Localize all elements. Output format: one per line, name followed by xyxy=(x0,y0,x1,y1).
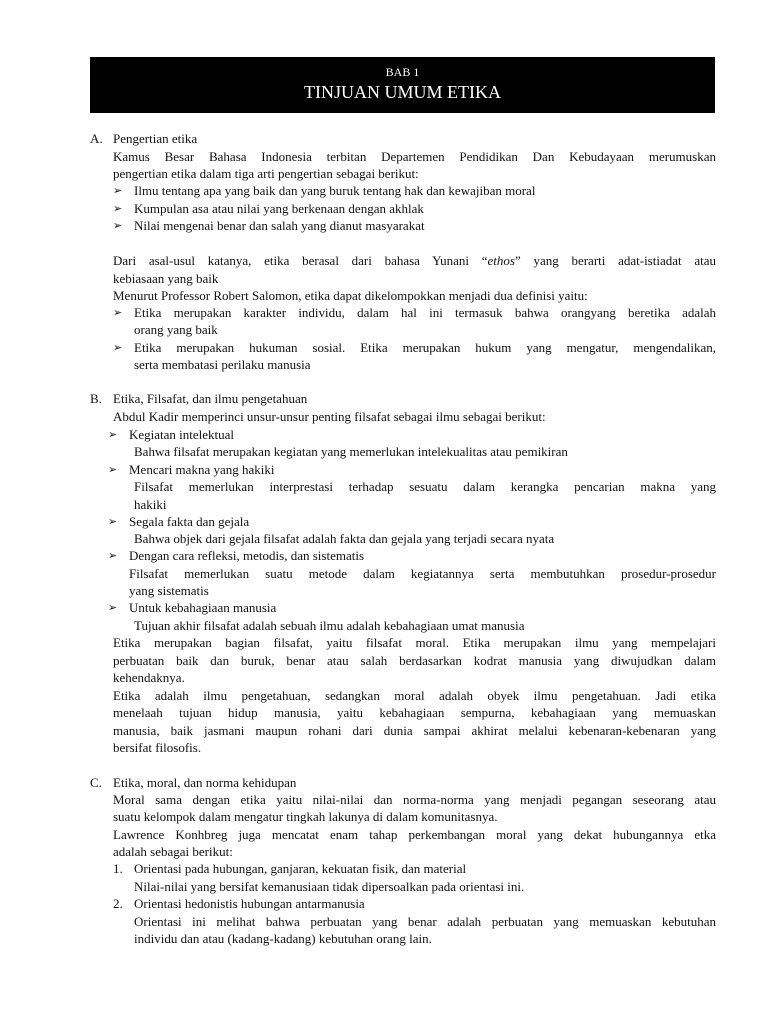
c-para1-line: Moral sama dengan etika yaitu nilai-nilai dan norma-norma yang menjadi pegangan seseorang atau xyxy=(113,792,716,807)
salomon-item-line-2: orang yang baik xyxy=(134,322,218,337)
c-item-number: 2. xyxy=(113,896,123,911)
arrow-bullet-icon: ➢ xyxy=(108,463,118,476)
c-item-title: Orientasi pada hubungan, ganjaran, kekuatan fisik, dan material xyxy=(134,861,467,876)
section-b-label: B. xyxy=(90,391,102,406)
kbbi-line-2: pengertian etika dalam tiga arti pengertian sebagai berikut: xyxy=(113,166,419,181)
section-a-heading: Pengertian etika xyxy=(113,131,198,146)
arrow-bullet-icon: ➢ xyxy=(113,184,123,197)
kbbi-line-1: Kamus Besar Bahasa Indonesia terbitan Departemen Pendidikan Dan Kebudayaan merumuskan xyxy=(113,149,716,164)
b-item-title: Segala fakta dan gejala xyxy=(129,514,250,529)
b-item-desc-cont: hakiki xyxy=(134,497,167,512)
chapter-banner xyxy=(90,57,715,113)
arrow-bullet-icon: ➢ xyxy=(108,515,118,528)
b-item-desc: Bahwa filsafat merupakan kegiatan yang memerlukan intelekualitas atau pemikiran xyxy=(134,444,568,459)
c-item-number: 1. xyxy=(113,861,123,876)
c-para2-line: Lawrence Konhbreg juga mencatat enam tahap perkembangan moral yang dekat hubungannya etka xyxy=(113,827,716,842)
chapter-number: BAB 1 xyxy=(385,65,420,79)
kbbi-item: Nilai mengenai benar dan salah yang dianut masyarakat xyxy=(134,218,425,233)
b-item-title: Kegiatan intelektual xyxy=(129,427,235,442)
b-item-title: Mencari makna yang hakiki xyxy=(129,462,275,477)
b-item-desc: Bahwa objek dari gejala filsafat adalah fakta dan gejala yang terjadi secara nyata xyxy=(134,531,555,546)
chapter-title: TINJUAN UMUM ETIKA xyxy=(304,82,501,102)
kbbi-item: Kumpulan asa atau nilai yang berkenaan dengan akhlak xyxy=(134,201,424,216)
section-a-label: A. xyxy=(90,131,103,146)
section-c-heading: Etika, moral, dan norma kehidupan xyxy=(113,775,297,790)
b-para2-line: menelaah tujuan hidup manusia, yaitu kebahagiaan sempurna, kebahagiaan yang memuaskan xyxy=(113,705,716,720)
salomon-item-line-2: serta membatasi perilaku manusia xyxy=(134,357,311,372)
kbbi-item: Ilmu tentang apa yang baik dan yang buruk tentang hak dan kewajiban moral xyxy=(134,183,536,198)
b-item-title: Dengan cara refleksi, metodis, dan sistematis xyxy=(129,548,365,563)
arrow-bullet-icon: ➢ xyxy=(108,549,118,562)
b-item-desc: Filsafat memerlukan interprestasi terhadap sesuatu dalam kerangka pencarian makna yang xyxy=(134,479,716,494)
c-item-title: Orientasi hedonistis hubungan antarmanusia xyxy=(134,896,365,911)
b-para2-line: Etika adalah ilmu pengetahuan, sedangkan moral adalah obyek ilmu pengetahuan. Jadi etika xyxy=(113,688,716,703)
arrow-bullet-icon: ➢ xyxy=(108,601,118,614)
section-b-intro: Abdul Kadir memperinci unsur-unsur penting filsafat sebagai ilmu sebagai berikut: xyxy=(113,409,546,424)
b-item-title: Untuk kebahagiaan manusia xyxy=(129,600,277,615)
arrow-bullet-icon: ➢ xyxy=(113,202,123,215)
b-item-desc-cont: yang sistematis xyxy=(129,583,209,598)
c-item-desc: Orientasi ini melihat bahwa perbuatan yang benar adalah perbuatan yang memuaskan kebutuhan xyxy=(134,914,716,929)
c-item-desc: individu dan atau (kadang-kadang) kebutuhan orang lain. xyxy=(134,931,432,946)
b-para1-line: perbuatan baik dan buruk, benar atau salah berdasarkan kodrat manusia yang diwujudkan dalam xyxy=(113,653,716,668)
b-para2-line: manusia, baik jasmani maupun rohani dari dunia sampai akhirat melalui kebenaran-kebenaran yang xyxy=(113,723,716,738)
salomon-item-line-1: Etika merupakan hukuman sosial. Etika merupakan hukum yang mengatur, mengendalikan, xyxy=(134,340,716,355)
arrow-bullet-icon: ➢ xyxy=(113,341,123,354)
arrow-bullet-icon: ➢ xyxy=(113,219,123,232)
b-item-desc: Filsafat memerlukan suatu metode dalam kegiatannya serta membutuhkan prosedur-prosedur xyxy=(129,566,716,581)
salomon-intro: Menurut Professor Robert Salomon, etika dapat dikelompokkan menjadi dua definisi yaitu: xyxy=(113,288,588,303)
section-b-heading: Etika, Filsafat, dan ilmu pengetahuan xyxy=(113,391,308,406)
b-para2-line: bersifat filosofis. xyxy=(113,740,202,755)
arrow-bullet-icon: ➢ xyxy=(108,428,118,441)
b-para1-line: kehendaknya. xyxy=(113,670,185,685)
salomon-item-line-1: Etika merupakan karakter individu, dalam hal ini termasuk bahwa orangyang beretika adalah xyxy=(134,305,716,320)
origin-line-1: Dari asal-usul katanya, etika berasal dari bahasa Yunani “ethos” yang berarti adat-istiadat atau xyxy=(113,253,716,268)
b-item-desc: Tujuan akhir filsafat adalah sebuah ilmu adalah kebahagiaan umat manusia xyxy=(134,618,525,633)
c-para2-line: adalah sebagai berikut: xyxy=(113,844,233,859)
section-c-label: C. xyxy=(90,775,102,790)
arrow-bullet-icon: ➢ xyxy=(113,306,123,319)
c-item-desc: Nilai-nilai yang bersifat kemanusiaan tidak dipersoalkan pada orientasi ini. xyxy=(134,879,525,894)
c-para1-line: suatu kelompok dalam mengatur tingkah lakunya di dalam komunitasnya. xyxy=(113,809,498,824)
origin-line-2: kebiasaan yang baik xyxy=(113,271,219,286)
b-para1-line: Etika merupakan bagian filsafat, yaitu filsafat moral. Etika merupakan ilmu yang mempelajari xyxy=(113,635,716,650)
